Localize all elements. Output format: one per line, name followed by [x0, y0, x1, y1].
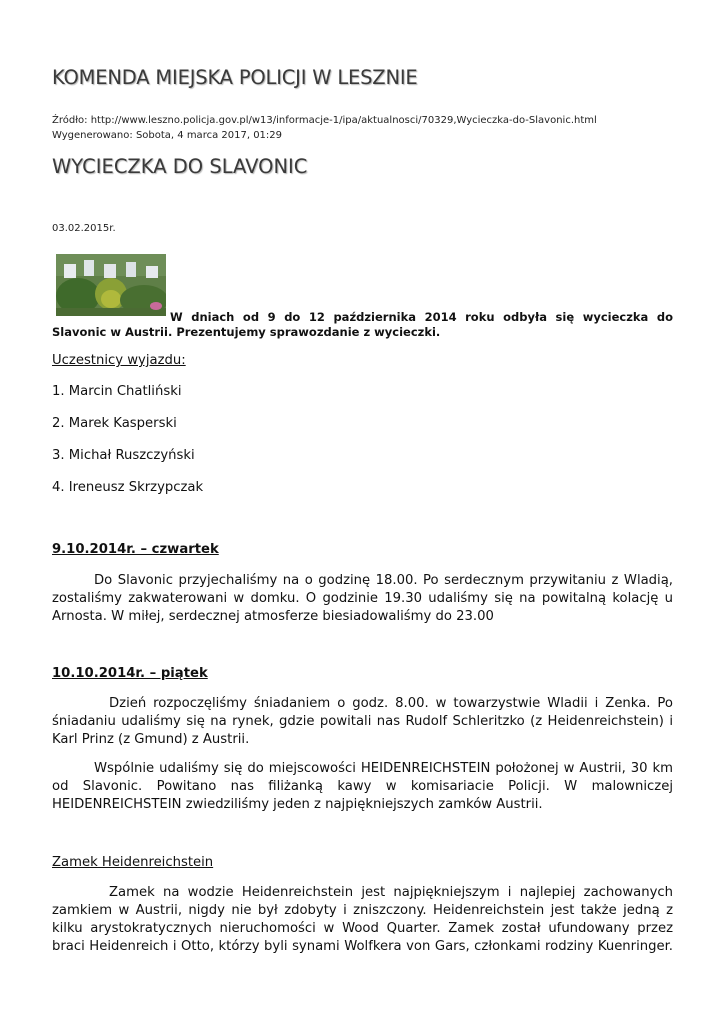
building-photo-image: [56, 254, 166, 316]
day2-heading: 10.10.2014r. – piątek: [52, 666, 208, 681]
participants-heading: Uczestnicy wyjazdu:: [52, 353, 186, 368]
participant-item: 3. Michał Ruszczyński: [52, 448, 195, 463]
source-url: Źródło: http://www.leszno.policja.gov.pl/w13/informacje-1/ipa/aktualnosci/70329,Wycieczka-do-Slavonic.html: [52, 115, 597, 126]
generated-date: Wygenerowano: Sobota, 4 marca 2017, 01:29: [52, 130, 283, 141]
castle-heading: Zamek Heidenreichstein: [52, 855, 214, 870]
day2-paragraph-1: Dzień rozpoczęliśmy śniadaniem o godz. 8.00. w towarzystwie Wladii i Zenka. Po śniadaniu udaliśmy się na rynek, gdzie powitali nas Rudolf Schleritzko (z Heidenreichstein) i Karl Prinz (z Gmund) z Austrii.: [52, 696, 673, 747]
day2-paragraph-2: Wspólnie udaliśmy się do miejscowości HEIDENREICHSTEIN położonej w Austrii, 30 km od Slavonic. Powitano nas filiżanką kawy w komisariacie Policji. W malowniczej HEIDENREICHSTEIN zwiedziliśmy jeden z najpiękniejszych zamków Austrii.: [52, 761, 673, 812]
article-date: 03.02.2015r.: [52, 223, 116, 234]
org-title: KOMENDA MIEJSKA POLICJI W LESZNIE: [52, 66, 418, 89]
article-title: WYCIECZKA DO SLAVONIC: [52, 155, 308, 178]
day1-paragraph: Do Slavonic przyjechaliśmy na o godzinę 18.00. Po serdecznym przywitaniu z Wladią, zostaliśmy zakwaterowani w domku. O godzinie 19.30 udaliśmy się na powitalną kolację u Arnosta. W miłej, serdecznej atmosferze biesiadowaliśmy do 23.00: [52, 573, 673, 624]
participant-item: 4. Ireneusz Skrzypczak: [52, 480, 204, 495]
participant-item: 2. Marek Kasperski: [52, 416, 177, 431]
day1-heading: 9.10.2014r. – czwartek: [52, 542, 219, 557]
participant-item: 1. Marcin Chatliński: [52, 384, 182, 399]
intro-paragraph: W dniach od 9 do 12 października 2014 roku odbyła się wycieczka do Slavonic w Austrii. Prezentujemy sprawozdanie z wycieczki.: [52, 310, 673, 339]
castle-paragraph: Zamek na wodzie Heidenreichstein jest najpiękniejszym i najlepiej zachowanych zamkiem w Austrii, nigdy nie był zdobyty i zniszczony. Heidenreichstein jest także jedną z kilku arystokratycznych nieruchomości w Wood Quarter. Zamek został ufundowany przez braci Heidenreich i Otto, którzy byli synami Wolfkera von Gars, członkami rodziny Kuenringer.: [52, 885, 673, 954]
article-photo: [56, 254, 166, 316]
